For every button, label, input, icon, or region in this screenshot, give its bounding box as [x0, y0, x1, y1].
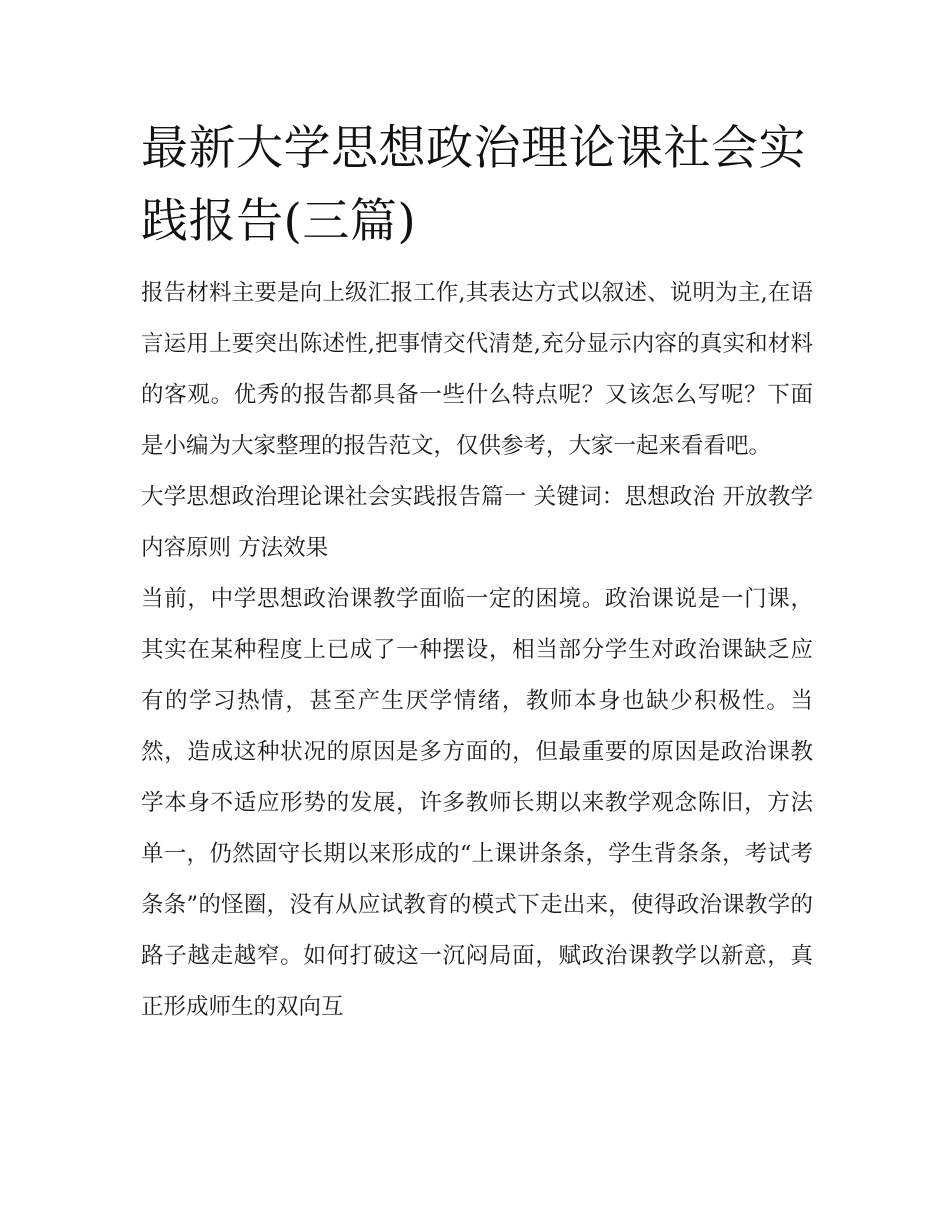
- document-title: 最新大学思想政治理论课社会实践报告(三篇): [141, 121, 806, 249]
- document-page: [141, 112, 813, 1033]
- section-heading-paragraph: 大学思想政治理论课社会实践报告篇一 关键词：思想政治 开放教学 内容原则 方法效果: [141, 484, 813, 561]
- intro-paragraph: 报告材料主要是向上级汇报工作,其表达方式以叙述、说明为主,在语言运用上要突出陈述性,把事情交代清楚,充分显示内容的真实和材料的客观。优秀的报告都具备一些什么特点呢？又该怎么写呢？下面是小编为大家整理的报告范文，仅供参考，大家一起来看看吧。: [141, 280, 813, 459]
- body-paragraph: 当前，中学思想政治课教学面临一定的困境。政治课说是一门课，其实在某种程度上已成了一种摆设，相当部分学生对政治课缺乏应有的学习热情，甚至产生厌学情绪，教师本身也缺少积极性。当然，造成这种状况的原因是多方面的，但最重要的原因是政治课教学本身不适应形势的发展，许多教师长期以来教学观念陈旧，方法单一，仍然固守长期以来形成的“上课讲条条，学生背条条，考试考条条”的怪圈，没有从应试教育的模式下走出来，使得政治课教学的路子越走越窄。如何打破这一沉闷局面，赋政治课教学以新意，真正形成师生的双向互: [141, 586, 813, 1020]
